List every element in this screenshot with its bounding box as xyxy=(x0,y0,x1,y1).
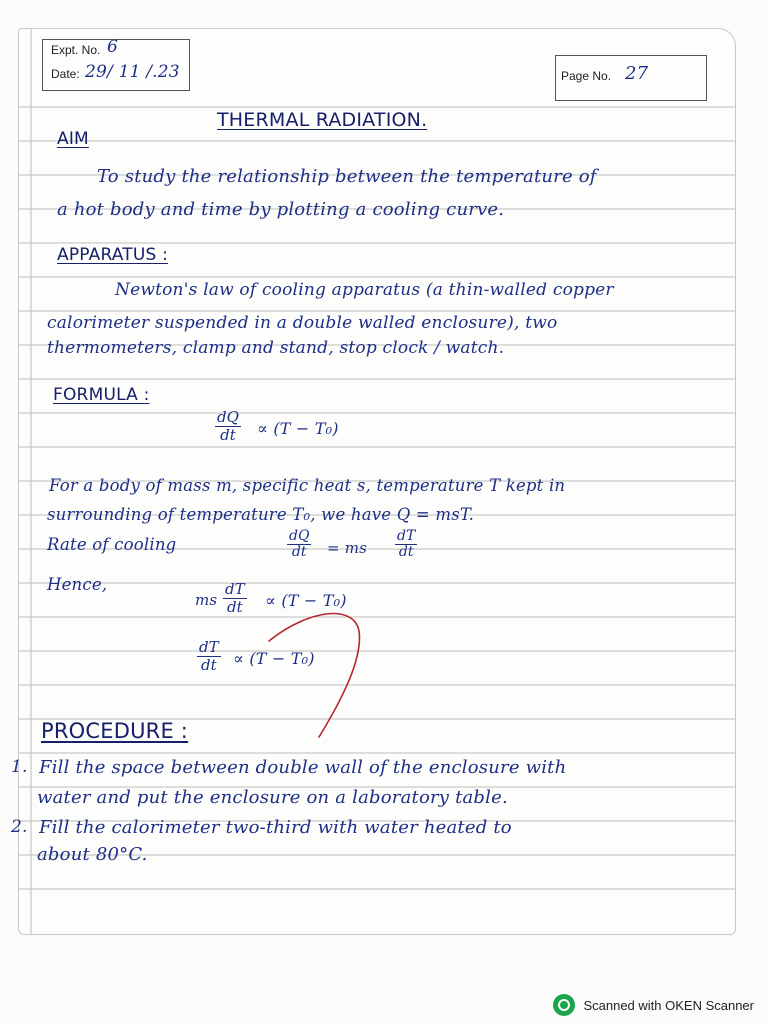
expt-label: Expt. No. xyxy=(51,43,101,57)
apparatus-heading: APPARATUS : xyxy=(57,245,169,265)
rate-num-1: dQ xyxy=(289,528,310,544)
page-value: 27 xyxy=(625,63,649,84)
apparatus-line-3: thermometers, clamp and stand, stop clock / watch. xyxy=(47,338,505,358)
hence-label: Hence, xyxy=(47,575,108,594)
formula-1-fraction xyxy=(215,409,241,443)
hence-2-den: dt xyxy=(200,655,217,674)
aim-line-1: To study the relationship between the temperature of xyxy=(97,166,597,187)
rate-den-1: dt xyxy=(291,544,307,561)
rate-fraction-2 xyxy=(395,529,417,561)
procedure-heading: PROCEDURE : xyxy=(41,719,189,743)
apparatus-line-2: calorimeter suspended in a double walled enclosure), two xyxy=(47,313,558,333)
aim-heading: AIM xyxy=(57,129,89,149)
step-1-line-2: water and put the enclosure on a laboratory table. xyxy=(37,787,508,808)
hence-1-fraction xyxy=(223,581,247,615)
hence-2-rest: ∝ (T − T₀) xyxy=(233,649,315,668)
hence-2-fraction xyxy=(197,639,221,673)
rate-num-2: dT xyxy=(397,528,416,544)
rate-equals: = ms xyxy=(327,539,368,557)
rate-of-cooling-label: Rate of cooling xyxy=(47,535,177,554)
step-2-line-1: Fill the calorimeter two-third with water heated to xyxy=(39,817,512,838)
formula-1-num: dQ xyxy=(217,408,239,426)
rate-fraction-1 xyxy=(287,529,311,561)
step-1-number: 1. xyxy=(11,757,28,777)
hence-1-prefix: ms xyxy=(195,591,218,609)
hence-1-den: dt xyxy=(226,597,243,616)
scanner-text: Scanned with OKEN Scanner xyxy=(583,997,754,1013)
page-title: THERMAL RADIATION. xyxy=(217,109,428,131)
date-label: Date: xyxy=(51,67,80,81)
formula-1-rest: ∝ (T − T₀) xyxy=(257,419,339,438)
formula-1-den: dt xyxy=(220,425,236,444)
page-label: Page No. xyxy=(561,69,612,83)
hence-1-rest: ∝ (T − T₀) xyxy=(265,591,347,610)
scanner-watermark xyxy=(553,994,754,1016)
aim-line-2: a hot body and time by plotting a cooling curve. xyxy=(57,199,505,220)
apparatus-line-1: Newton's law of cooling apparatus (a thin-walled copper xyxy=(115,280,614,300)
hence-2-num: dT xyxy=(199,638,219,656)
formula-text-2: surrounding of temperature T₀, we have Q = msT. xyxy=(47,505,475,524)
step-1-line-1: Fill the space between double wall of the enclosure with xyxy=(39,757,567,778)
date-value: 29/ 11 /.23 xyxy=(85,62,180,82)
notebook-page xyxy=(11,28,736,935)
expt-value: 6 xyxy=(107,37,119,57)
scanner-logo-icon xyxy=(553,994,575,1016)
hence-1-num: dT xyxy=(225,580,245,598)
rate-den-2: dt xyxy=(398,544,414,561)
formula-text-1: For a body of mass m, specific heat s, temperature T kept in xyxy=(49,476,566,495)
formula-heading: FORMULA : xyxy=(53,385,150,405)
step-2-line-2: about 80°C. xyxy=(37,844,148,865)
step-2-number: 2. xyxy=(11,817,28,837)
